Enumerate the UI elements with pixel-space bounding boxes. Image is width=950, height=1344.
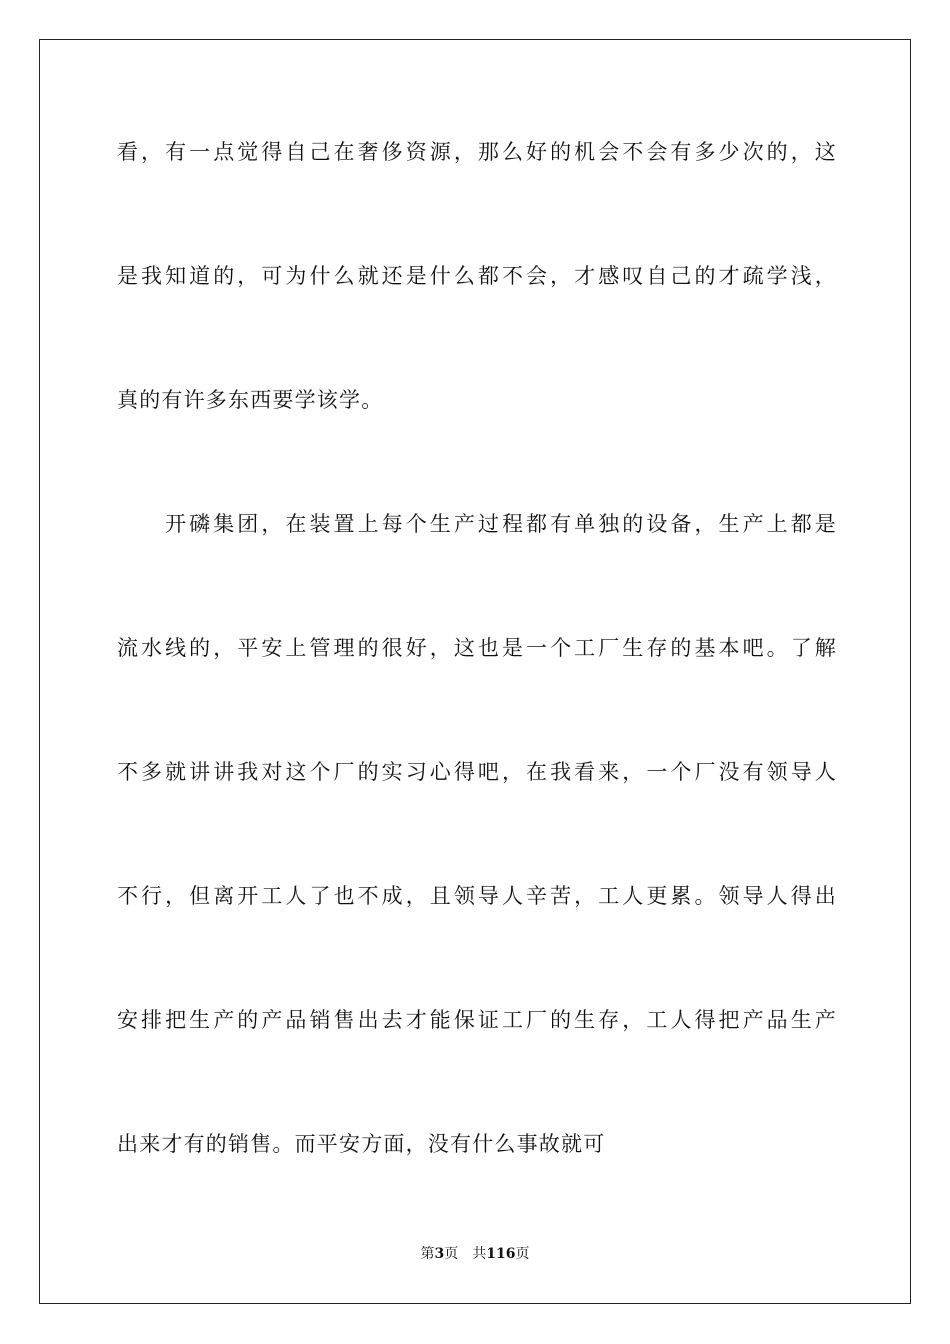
text-line-6: 不多就讲讲我对这个厂的实习心得吧，在我看来，一个厂没有领导人	[117, 760, 837, 784]
page-number: 3	[434, 1246, 445, 1262]
text-line-7: 不行，但离开工人了也不成，且领导人辛苦，工人更累。领导人得出	[117, 884, 837, 908]
page-suffix: 页	[444, 1246, 459, 1262]
total-prefix: 共	[472, 1246, 487, 1262]
total-pages: 116	[486, 1246, 516, 1262]
total-suffix: 页	[515, 1246, 530, 1262]
page-footer	[0, 1244, 950, 1264]
text-line-5: 流水线的，平安上管理的很好，这也是一个工厂生存的基本吧。了解	[117, 636, 837, 660]
text-line-1: 看，有一点觉得自己在奢侈资源，那么好的机会不会有多少次的，这	[117, 140, 837, 164]
text-line-3: 真的有许多东西要学该学。	[117, 388, 384, 412]
text-line-2: 是我知道的，可为什么就还是什么都不会，才感叹自己的才疏学浅，	[117, 264, 837, 288]
page-prefix: 第	[420, 1246, 435, 1262]
page-border	[39, 39, 911, 1304]
text-line-8: 安排把生产的产品销售出去才能保证工厂的生存，工人得把产品生产	[117, 1008, 837, 1032]
text-line-4: 开磷集团，在装置上每个生产过程都有单独的设备，生产上都是	[117, 512, 837, 536]
text-line-9: 出来才有的销售。而平安方面，没有什么事故就可	[117, 1132, 606, 1156]
